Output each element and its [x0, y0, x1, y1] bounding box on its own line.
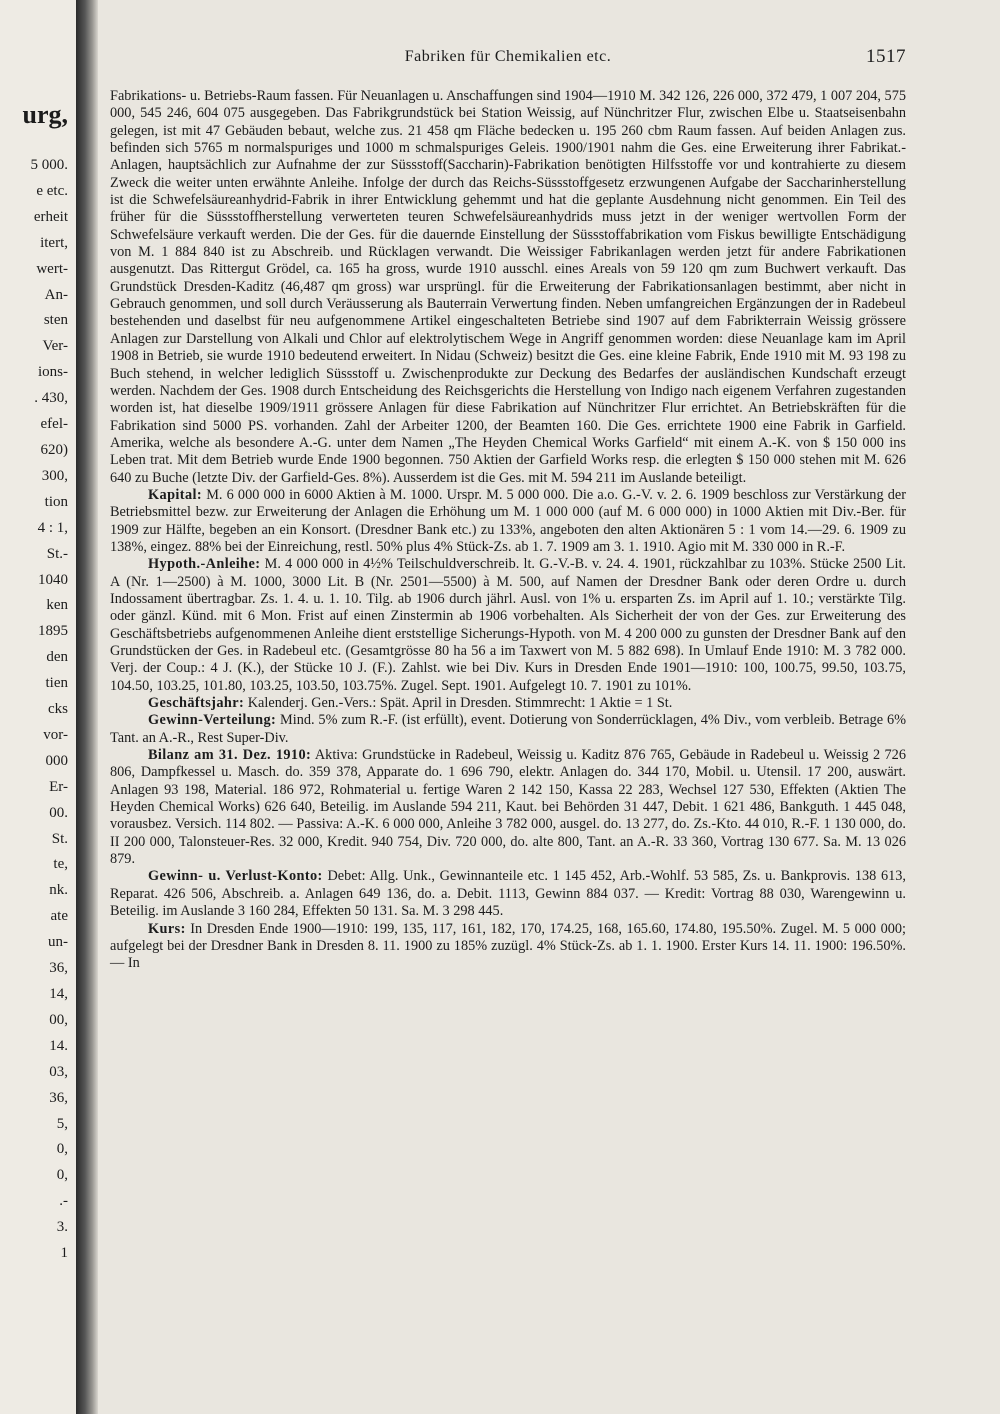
paragraph-kapital [110, 487, 906, 556]
margin-fragment: 1895 [38, 623, 68, 640]
margin-fragment: 5, [56, 1115, 68, 1132]
margin-fragment: tien [45, 675, 68, 692]
paragraph-heading: Gewinn-Verteilung: [148, 712, 277, 729]
paragraph-text: M. 6 000 000 in 6000 Aktien à M. 1000. Urspr. M. 5 000 000. Die a.o. G.-V. v. 2. 6. 1909 beschloss zur Verstärkung der Betriebsmittel bezw. zur Erweiterung der Anlagen die Erhöhung um M. 1 000 000 (auf M. 6 000 000) in 1000 Aktien mit Div.-Ber. für 1909 zur Hälfte, begeben an ein Konsort. (Dresdner Bank etc.) zu 133%, angeboten den alten Aktionären 5 : 1 vom 14.—29. 6. 1909 zu 138%, eingez. 88% bei der Einreichung, restl. 50% plus 4% Stück-Zs. ab 1. 7. 1909 am 3. 1. 1910. Agio mit M. 330 000 in R.-F. [110, 486, 907, 555]
margin-fragment: 0, [56, 1141, 68, 1158]
margin-fragment: 14. [49, 1037, 68, 1054]
margin-fragment: nk. [49, 882, 68, 899]
margin-fragment: 4 : 1, [37, 519, 68, 536]
paragraph-text: Fabrikations- u. Betriebs-Raum fassen. Für Neuanlagen u. Anschaffungen sind 1904—1910 M. 342 126, 226 000, 372 479, 1 007 204, 575 000, 545 246, 604 075 ausgegeben. Das Fabrikgrundstück bei Station Weissig, auf Nünchritzer Flur, zwischen Elbe u. Staatseisenbahn gelegen, ist mit 47 Gebäuden bebaut, welche zus. 21 458 qm Fläche bedecken u. 195 260 cbm Raum fassen. Auf beiden Anlagen zus. befinden sich 5765 m normalspuriges und 1000 m schmalspuriges Geleis. 1900/1901 nahm die Ges. eine Erweiterung ihrer Fabrikat.-Anlagen, hauptsächlich zur Aufnahme der zur Süssstoff(Saccharin)-Fabrikation benötigten Hilfsstoffe vor und kontrahierte zu diesem Zweck die weiter unten erwähnte Anleihe. Infolge der durch das Reichs-Süssstoffgesetz erzwungenen Aufgabe der Saccharinherstellung ist die Schwefelsäureanhydrid-Fabrik in ihrer Entwicklung gehemmt und hat die geplante Ausdehnung nicht genommen. Ein Teil des früher für die Süssstoffherstellung verwerteten teuren Schwefelsäureanhydrids muss jetzt in der weniger wertvollen Form der Schwefelsäure verkauft werden. Die der Ges. für die dauernde Einstellung der Süssstoffabrikation vom Fiskus bewilligte Entschädigung von M. 1 884 840 ist zu Abschreib. und Rücklagen verwandt. Die Weissiger Fabrikanlagen werden jetzt für andere Fabrikationen ausgenutzt. Das Rittergut Grödel, ca. 165 ha gross, wurde 1910 ausschl. eines Areals von 59 120 qm zum Buchwert verkauft. Das Grundstück Dresden-Kaditz (46,487 qm gross) war ursprüngl. für die Erweiterung der Fabrikationsanlagen bestimmt, aber nicht in Gebrauch genommen, und soll durch Veräusserung als Bauterrain Verwertung finden. Neben umfangreichen Ergänzungen der in Radebeul bestehenden und daselbst für neu aufgenommene Artikel eingeschalteten Betriebe sind 1907 auf dem Fabrikterrain Weissig grössere Anlagen zur Darstellung von Alkali und Chlor auf elektrolytischem Wege in Angriff genommen worden: diese Neuanlage kam im April 1908 in Betrieb, sie wurde 1910 bedeutend erweitert. In Nidau (Schweiz) besitzt die Ges. eine kleine Fabrik, Ende 1910 mit M. 93 198 zu Buch stehend, in welcher lediglich Süssstoff u. Zwischenprodukte zur Deckung des Bedarfes der ausländischen Kundschaft erzeugt werden. Nachdem der Ges. 1908 durch Entscheidung des Reichsgerichts die Herstellung von Indigo nach eigenem Verfahren zugestanden worden ist, hat dieselbe 1909/1911 grössere Anlagen für diese Fabrikation auf Nünchritzer Flur errichtet. An Betriebskräften für die Fabrikation sind 5000 PS. vorhanden. Zahl der Arbeiter 1200, der Beamten 160. Die Ges. errichtete 1900 eine Fabrik in Garfield. Amerika, welche als besondere A.-G. unter dem Namen „The Heyden Chemical Works Garfield“ mit einem A.-K. von $ 150 000 ins Leben trat. Mit dem Betrieb wurde Ende 1900 begonnen. 750 Aktien der Garfield Works resp. die erlegten $ 150 000 stehen mit M. 626 640 zu Buche (letzte Div. der Garfield-Ges. 8%). Ausserdem ist die Ges. mit M. 594 211 im Auslande beteiligt. [110, 88, 906, 486]
margin-fragment: wert- [36, 260, 68, 277]
page [110, 40, 906, 973]
paragraph-text: M. 4 000 000 in 4½% Teilschuldverschreib. lt. G.-V.-B. v. 24. 4. 1901, rückzahlbar zu 103%. Stücke 2500 Lit. A (Nr. 1—2500) à M. 1000, 3000 Lit. B (Nr. 2501—5500) à M. 500, auf Namen der Dresdner Bank oder deren Ordre u. durch Indossament übertragbar. Zs. 1. 4. u. 1. 10. Tilg. ab 1906 durch jährl. Ausl. von 1% u. ersparten Zs. im April auf 1. 10.; verstärkte Tilg. oder gänzl. Künd. mit 6 Mon. Frist auf einen Zinstermin ab 1906 vorbehalten. Als Sicherheit der von der Ges. zur Erweiterung des Geschäftsbetriebs aufgenommenen Anleihe dient erststellige Sicherungs-Hypoth. von M. 4 200 000 zu gunsten der Dresdner Bank auf den Grundstücken der Ges. in Radebeul etc. (Gesamtgrösse 80 ha 56 a im Taxwert von M. 5 882 698). In Umlauf Ende 1910: M. 3 782 000. Verj. der Coup.: 4 J. (K.), der Stücke 10 J. (F.). Zahlst. wie bei Div. Kurs in Dresden Ende 1901—1910: 100, 100.75, 99.50, 103.75, 104.50, 103.25, 101.80, 103.25, 103.50, 103.75%. Zugel. Sept. 1901. Aufgelegt 10. 7. 1901 zu 101%. [110, 556, 906, 694]
running-head [110, 40, 906, 74]
paragraph-heading: Hypoth.-Anleihe: [148, 556, 261, 573]
margin-fragment: 300, [41, 467, 68, 484]
margin-fragment: Er- [49, 778, 68, 795]
margin-fragment: .- [59, 1193, 68, 1210]
paragraph-gewinn-verteilung [110, 712, 906, 747]
margin-fragment: . 430, [34, 390, 68, 407]
margin-fragment: 14, [49, 986, 68, 1002]
margin-fragment: St.- [46, 545, 68, 562]
paragraph-description [110, 88, 906, 487]
margin-fragment: 00, [49, 1011, 68, 1028]
paragraph-heading: Bilanz am 31. Dez. 1910: [148, 747, 312, 764]
paragraph-heading: Geschäftsjahr: [148, 695, 245, 712]
margin-fragment: te, [53, 856, 68, 873]
paragraph-heading: Kapital: [148, 486, 203, 503]
margin-fragment: 000 [45, 752, 68, 769]
paragraph-geschaeftsjahr [110, 695, 906, 712]
paragraph-text: Kalenderj. Gen.-Vers.: Spät. April in Dresden. Stimmrecht: 1 Aktie = 1 St. [247, 695, 673, 712]
paragraph-heading: Kurs: [148, 920, 186, 937]
page-number: 1517 [866, 46, 906, 67]
margin-fragment: urg, [22, 100, 68, 129]
margin-fragment: sten [43, 312, 68, 329]
margin-fragment: itert, [40, 234, 68, 251]
paragraph-gewinn-verlust-konto [110, 868, 906, 920]
margin-fragment: erheit [33, 208, 68, 225]
margin-fragment: un- [48, 934, 68, 951]
margin-fragment: 3. [56, 1219, 68, 1236]
margin-fragment: ate [50, 908, 68, 925]
margin-fragment: vor- [43, 726, 68, 743]
margin-fragment: den [46, 649, 68, 666]
paragraph-kurs [110, 921, 906, 973]
paragraph-text: Aktiva: Grundstücke in Radebeul, Weissig u. Kaditz 876 765, Gebäude in Radebeul u. Weissig 2 726 806, Dampfkessel u. Masch. do. 359 378, Apparate do. 1 696 790, elektr. Anlagen do. 344 170, Mobil. u. Utensil. 17 200, auswärt. Anlagen 93 198, Material. 186 972, Rohmaterial u. fertige Waren 2 142 150, Kassa 22 283, Wechsel 127 530, Effekten (Aktien The Heyden Chemical Works) 626 640, Beteilig. im Auslande 594 211, Kaut. bei Behörden 31 447, Debit. 1 621 486, Bankguth. 1 445 048, vorausbez. Versich. 114 802. — Passiva: A.-K. 6 000 000, Anleihe 3 782 000, ausgel. do. 13 277, do. Zs.-Kto. 44 010, R.-F. 1 130 000, do. II 200 000, Talonsteuer-Res. 32 000, Kredit. 940 754, Div. 720 000, do. alte 800, Tant. an A.-R. 33 360, Vortrag 130 677. Sa. M. 13 026 879. [110, 747, 906, 868]
margin-fragment: ions- [38, 364, 68, 381]
margin-fragment: 620) [40, 441, 68, 458]
margin-fragment: efel- [40, 416, 68, 433]
margin-fragment: 36, [49, 960, 68, 977]
margin-fragment: 03, [49, 1063, 68, 1080]
margin-fragment: 1040 [38, 571, 68, 588]
margin-fragment: tion [44, 493, 68, 510]
margin-fragment: Ver- [42, 338, 68, 355]
paragraph-text: In Dresden Ende 1900—1910: 199, 135, 117, 161, 182, 170, 174.25, 168, 165.60, 174.80, 195.50%. Zugel. M. 5 000 000; aufgelegt bei der Dresdner Bank in Dresden 8. 11. 1900 zu 185% zuzügl. 4% Stück-Zs. ab 1. 1. 1900. Erster Kurs 14. 11. 1900: 196.50%. — In [110, 920, 906, 972]
paragraph-bilanz [110, 747, 906, 868]
margin-fragment: ken [46, 597, 68, 614]
margin-fragment: 5 000. [30, 157, 68, 173]
paragraph-text: Mind. 5% zum R.-F. (ist erfüllt), event. Dotierung von Sonderrücklagen, 4% Div., vom verbleib. Betrage 6% Tant. an A.-R., Rest Super-Div. [110, 712, 907, 746]
margin-fragment: 1 [60, 1245, 68, 1262]
body-text [110, 88, 906, 973]
paragraph-text: Debet: Allg. Unk., Gewinnanteile etc. 1 145 452, Arb.-Wohlf. 53 585, Zs. u. Bankprovis. 138 613, Reparat. 426 506, Abschreib. a. Anlagen 649 136, do. a. Debit. 1113, Gewinn 884 037. — Kredit: Vortrag 88 030, Warengewinn u. Beteilig. im Auslande 3 160 284, Effekten 50 131. Sa. M. 3 298 445. [110, 868, 906, 920]
running-head-title: Fabriken für Chemikalien etc. [404, 48, 612, 65]
book-gutter-shadow [76, 0, 98, 1414]
paragraph-hypoth-anleihe [110, 556, 906, 695]
margin-fragment: 0, [56, 1167, 68, 1184]
margin-fragment: cks [48, 701, 68, 718]
previous-page-fragments [0, 95, 68, 1267]
margin-fragment: St. [51, 830, 68, 847]
margin-fragment: 00. [49, 804, 68, 821]
margin-fragment: e etc. [36, 182, 68, 199]
margin-fragment: 36, [49, 1089, 68, 1106]
margin-fragment: An- [44, 286, 68, 303]
paragraph-heading: Gewinn- u. Verlust-Konto: [148, 868, 323, 885]
previous-page-margin [0, 0, 76, 1414]
